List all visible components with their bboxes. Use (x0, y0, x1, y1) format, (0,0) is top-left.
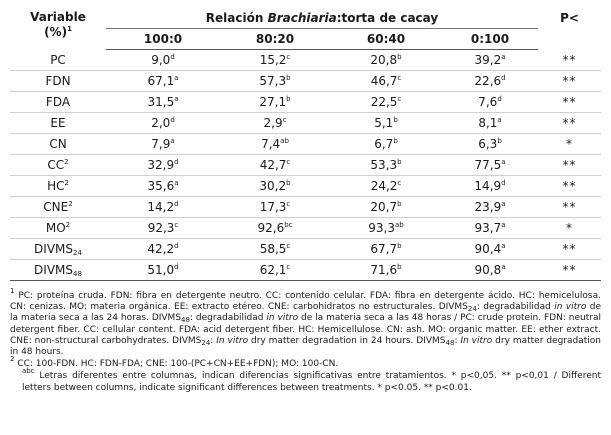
value-cell (106, 71, 220, 92)
significance-letter: a (501, 242, 506, 250)
significance-letter: d (174, 158, 179, 166)
value: 90,8 (474, 263, 502, 277)
variable-name: MO (45, 221, 66, 235)
footnote-sub: 24 (467, 305, 477, 314)
value: 7,4 (261, 137, 281, 151)
significance-letter: a (501, 158, 506, 166)
p-value-cell: ** (538, 260, 601, 281)
variable-header (10, 8, 106, 50)
p-value-cell: ** (538, 71, 601, 92)
value-cell (220, 260, 330, 281)
value-cell (220, 134, 330, 155)
value-cell (106, 50, 220, 71)
value-cell (106, 155, 220, 176)
footnote-italic: in vitro (554, 302, 587, 313)
significance-letter: b (397, 53, 402, 61)
value: 5,1 (374, 116, 394, 130)
significance-letter: ab (394, 221, 404, 229)
value: 35,6 (147, 179, 175, 193)
footnote-text: : (210, 335, 217, 346)
value: 77,5 (474, 158, 502, 172)
variable-name: PC (50, 52, 66, 67)
footnote-sub: 48 (181, 316, 190, 325)
value-cell (330, 239, 442, 260)
p-value-cell: ** (538, 197, 601, 218)
footnote-3 (10, 367, 601, 393)
significance-letter: c (286, 242, 291, 250)
composition-table (10, 8, 601, 281)
significance-letter: c (282, 116, 287, 124)
value-cell (442, 155, 538, 176)
table-row (10, 197, 601, 218)
variable-cell (10, 71, 106, 92)
value-cell (330, 92, 442, 113)
significance-letter: c (397, 74, 402, 82)
value-cell (220, 155, 330, 176)
ratio-header-suffix: :torta de cacay (336, 11, 439, 25)
footnote-text: : (454, 335, 461, 346)
value-cell (442, 218, 538, 239)
value: 67,7 (370, 242, 398, 256)
significance-letter: c (286, 53, 291, 61)
variable-cell (10, 92, 106, 113)
value-cell (220, 197, 330, 218)
value-cell (106, 197, 220, 218)
value: 14,9 (474, 179, 502, 193)
value: 15,2 (259, 53, 287, 67)
value-cell (106, 92, 220, 113)
value: 57,3 (259, 74, 287, 88)
value-cell (330, 71, 442, 92)
table-body (10, 50, 601, 281)
significance-letter: b (286, 179, 291, 187)
significance-letter: b (397, 263, 402, 271)
footnote-text: de la materia seca a las 24 horas. DIVMS (10, 302, 601, 324)
value: 14,2 (147, 200, 175, 214)
p-value-cell: ** (538, 176, 601, 197)
significance-letter: d (501, 74, 506, 82)
variable-footnote: 2 (65, 221, 71, 229)
column-header: 60:40 (330, 29, 442, 50)
variable-subscript: 48 (73, 270, 82, 278)
value: 53,3 (370, 158, 398, 172)
significance-letter: c (286, 158, 291, 166)
significance-letter: d (501, 179, 506, 187)
significance-letter: d (497, 95, 502, 103)
significance-letter: d (174, 242, 179, 250)
variable-cell (10, 134, 106, 155)
footnote-italic: in vitro (266, 313, 299, 324)
value: 17,3 (259, 200, 287, 214)
significance-letter: c (286, 263, 291, 271)
value: 90,4 (474, 242, 502, 256)
value: 20,7 (370, 200, 398, 214)
value-cell (106, 113, 220, 134)
value: 93,3 (368, 221, 395, 235)
footnote-mark: 2 (10, 355, 15, 364)
value: 42,7 (259, 158, 287, 172)
variable-cell (10, 260, 106, 281)
variable-subscript: 24 (73, 249, 82, 257)
value-cell (442, 92, 538, 113)
value-cell (220, 218, 330, 239)
value-cell (106, 239, 220, 260)
significance-letter: b (393, 116, 398, 124)
value: 32,9 (147, 158, 175, 172)
value: 6,7 (374, 137, 394, 151)
significance-letter: a (501, 221, 506, 229)
variable-footnote: 2 (68, 200, 73, 208)
table-row (10, 113, 601, 134)
value-cell (330, 50, 442, 71)
value: 22,6 (474, 74, 502, 88)
value-cell (330, 176, 442, 197)
value: 46,7 (370, 74, 398, 88)
value-cell (442, 134, 538, 155)
value-cell (220, 239, 330, 260)
significance-letter: d (170, 116, 175, 124)
value: 20,8 (370, 53, 398, 67)
value-cell (220, 113, 330, 134)
value: 23,9 (474, 200, 502, 214)
significance-letter: c (397, 179, 402, 187)
value-cell (106, 134, 220, 155)
significance-letter: a (501, 200, 506, 208)
value-cell (330, 218, 442, 239)
value-cell (442, 260, 538, 281)
significance-letter: b (286, 95, 291, 103)
variable-name: HC (47, 179, 65, 193)
variable-cell (10, 197, 106, 218)
table-row (10, 50, 601, 71)
footnote-text: dry matter degradation in 24 hours. DIVMS (248, 335, 446, 346)
significance-letter: c (174, 221, 179, 229)
p-value-cell: ** (538, 113, 601, 134)
table-row (10, 260, 601, 281)
value-cell (330, 260, 442, 281)
value: 31,5 (147, 95, 175, 109)
value: 9,0 (151, 53, 171, 67)
footnote-1 (10, 287, 601, 358)
value: 92,6 (257, 221, 285, 235)
value: 8,1 (478, 116, 498, 130)
table-row (10, 176, 601, 197)
variable-footnote: 2 (64, 179, 69, 187)
value: 7,9 (151, 137, 171, 151)
value-cell (442, 71, 538, 92)
significance-letter: b (497, 137, 502, 145)
value: 24,2 (370, 179, 398, 193)
significance-letter: b (397, 242, 402, 250)
value-cell (106, 176, 220, 197)
footnote-text: CC: 100-FDN. HC: FDN-FDA; CNE: 100-(PC+CN+EE+FDN); MO: 100-CN. (14, 359, 339, 370)
variable-name: CC (47, 158, 65, 172)
footnote-italic: In vitro (460, 335, 493, 346)
significance-letter: a (501, 53, 506, 61)
significance-letter: a (501, 263, 506, 271)
footnote-text: PC: proteína cruda. FDN: fibra en detergente neutro. CC: contenido celular. FDA: fibra en detergente ácido. HC: hemicelulosa. CN: cenizas. MO: materia orgánica. EE: extracto etéreo. CNE: carbohidratos no estructurales. DIVMS (10, 291, 601, 313)
significance-letter: b (286, 74, 291, 82)
p-value-cell: ** (538, 155, 601, 176)
significance-letter: b (393, 137, 398, 145)
significance-letter: d (174, 263, 179, 271)
variable-cell (10, 50, 106, 71)
value-cell (442, 113, 538, 134)
footnote-text: Letras diferentes entre columnas, indican diferencias significativas entre tratamientos. * p<0,05. ** p<0,01 / Different letters between columns, indicate significant differences between treatments. * p<0.05. ** p<0.01. (22, 371, 601, 393)
significance-letter: a (174, 74, 179, 82)
p-value-cell: * (538, 218, 601, 239)
variable-header-line2: (%) (44, 25, 68, 39)
variable-name: FDA (45, 95, 71, 109)
significance-letter: b (397, 158, 402, 166)
footnote-sub: 24 (201, 338, 211, 347)
footnote-text: dry matter degradation in 48 hours. (10, 335, 601, 358)
variable-name: CNE (43, 200, 69, 214)
value-cell (442, 239, 538, 260)
value-cell (330, 113, 442, 134)
footnote-text: de la materia seca a las 48 horas / PC: crude protein. FDN: neutral detergent fiber. CC: cellular content. FDA: acid detergent fiber. HC: Hemicellulose. CN: ash. MO: organic matter. EE: ether extract. CNE: non-structural carbohydrates. DIVMS (10, 313, 601, 346)
value: 2,9 (263, 116, 283, 130)
significance-letter: d (174, 200, 179, 208)
variable-header-footnote: 1 (67, 25, 72, 33)
value: 58,5 (259, 242, 287, 256)
p-value-header: P< (560, 11, 579, 25)
value: 2,0 (151, 116, 171, 130)
significance-letter: bc (284, 221, 293, 229)
value: 27,1 (259, 95, 287, 109)
ratio-header-italic: Brachiaria (267, 11, 337, 25)
value: 67,1 (147, 74, 175, 88)
value-cell (220, 71, 330, 92)
value: 71,6 (370, 263, 398, 277)
footnote-mark: 1 (10, 287, 15, 295)
value: 22,5 (370, 95, 398, 109)
variable-name: FDN (45, 74, 71, 88)
footnote-2 (10, 355, 601, 370)
footnote-text: : degradabilidad (476, 302, 555, 313)
significance-letter: b (397, 200, 402, 208)
value-cell (442, 50, 538, 71)
table-row (10, 155, 601, 176)
footnote-italic: In vitro (216, 335, 249, 346)
variable-cell (10, 176, 106, 197)
value: 51,0 (147, 263, 175, 277)
significance-letter: a (174, 179, 179, 187)
footnote-sub: 48 (445, 338, 455, 347)
p-value-cell: ** (538, 50, 601, 71)
variable-cell (10, 113, 106, 134)
p-value-cell: ** (538, 92, 601, 113)
ratio-group-header (106, 8, 538, 29)
significance-letter: d (170, 53, 175, 61)
value: 93,7 (474, 221, 502, 235)
table-row (10, 92, 601, 113)
value-cell (330, 155, 442, 176)
significance-letter: a (174, 95, 179, 103)
significance-letter: c (286, 200, 291, 208)
footnote-mark: abc (22, 367, 35, 376)
table-row (10, 239, 601, 260)
variable-cell (10, 239, 106, 260)
value-cell (442, 176, 538, 197)
value: 30,2 (259, 179, 287, 193)
value-cell (106, 218, 220, 239)
variable-name: DIVMS (34, 263, 74, 277)
value-cell (220, 92, 330, 113)
value-cell (330, 197, 442, 218)
p-value-cell: * (538, 134, 601, 155)
table-row (10, 71, 601, 92)
variable-name: DIVMS (34, 242, 74, 256)
variable-name: CN (49, 137, 67, 151)
significance-letter: ab (280, 137, 289, 145)
table-footnotes (10, 287, 601, 394)
variable-cell (10, 218, 106, 239)
variable-cell (10, 155, 106, 176)
value: 92,3 (147, 221, 175, 235)
footnote-text: : degradabilidad (189, 313, 267, 324)
value: 42,2 (147, 242, 175, 256)
significance-letter: a (170, 137, 175, 145)
value-cell (330, 134, 442, 155)
table-row (10, 218, 601, 239)
variable-footnote: 2 (64, 158, 69, 166)
value-cell (220, 50, 330, 71)
variable-header-line1: Variable (30, 10, 86, 24)
significance-letter: c (397, 95, 402, 103)
value: 7,6 (478, 95, 498, 109)
column-header: 0:100 (442, 29, 538, 50)
significance-letter: a (497, 116, 502, 124)
value-cell (106, 260, 220, 281)
value: 62,1 (259, 263, 287, 277)
variable-name: EE (50, 116, 66, 130)
column-header: 100:0 (106, 29, 220, 50)
value-cell (442, 197, 538, 218)
value-cell (220, 176, 330, 197)
p-value-cell: ** (538, 239, 601, 260)
table-row (10, 134, 601, 155)
ratio-header-prefix: Relación (205, 11, 268, 25)
column-header: 80:20 (220, 29, 330, 50)
value: 6,3 (478, 137, 498, 151)
value: 39,2 (474, 53, 502, 67)
